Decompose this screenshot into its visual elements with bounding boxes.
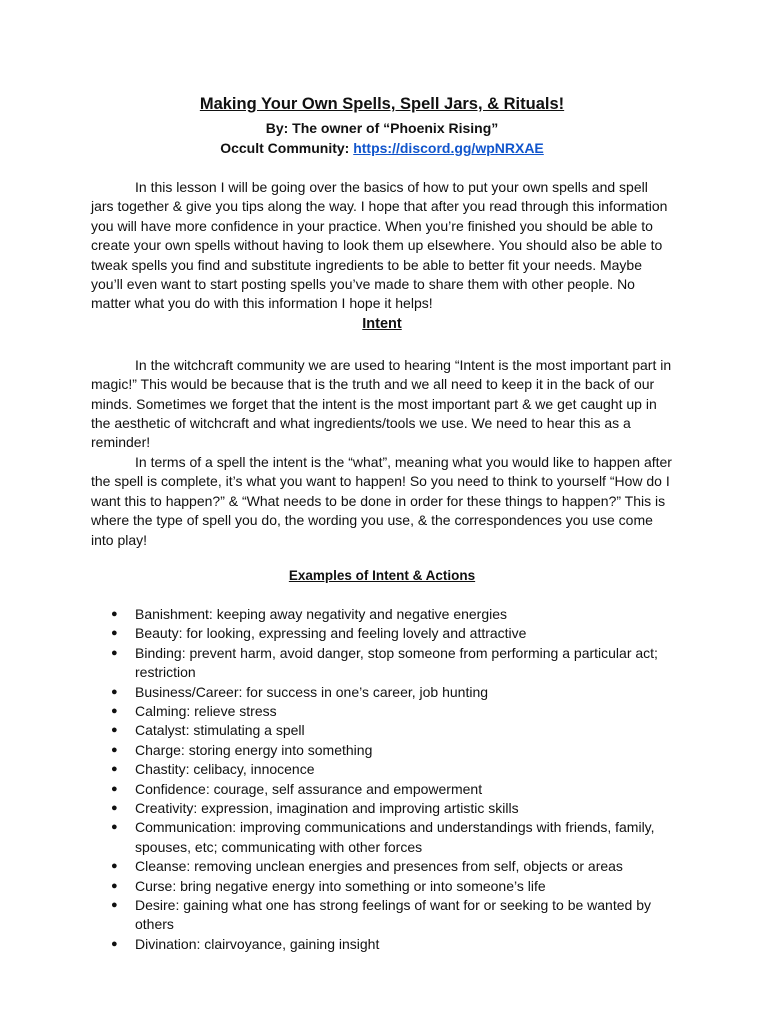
community-line	[91, 138, 673, 158]
list-item	[91, 877, 673, 896]
intro-paragraph: In this lesson I will be going over the basics of how to put your own spells and spell jars together & give you tips along the way. I hope that after you read through this information you will have more confidence in your practice. When you’re finished you should be able to create your own spells without having to look them up elsewhere. You should also be able to tweak spells you find and substitute ingredients to be able to better fit your needs. Maybe you’ll even want to start posting spells you’ve made to share them with other people. No matter what you do with this information I hope it helps!	[91, 179, 668, 312]
bullet-icon: ●	[111, 685, 118, 698]
bullet-icon: ●	[111, 724, 118, 737]
community-label: Occult Community:	[220, 140, 354, 156]
bullet-icon: ●	[111, 743, 118, 756]
intent-paragraph-2: In terms of a spell the intent is the “what”, meaning what you would like to happen after the spell is complete, it’s what you want to happen! So you need to think to yourself “How do I want this to happen?” & “What needs to be done in order for these things to happen?” This is where the type of spell you do, the wording you use, & the correspondences you use come into play!	[91, 453, 672, 548]
list-item-text: Cleanse: removing unclean energies and presences from self, objects or areas	[135, 858, 623, 875]
list-item-text: Communication: improving communications and understandings with friends, family, spouses, etc; communicating with other forces	[135, 819, 655, 855]
list-item-text: Calming: relieve stress	[135, 702, 277, 719]
list-item-text: Divination: clairvoyance, gaining insight	[135, 935, 380, 952]
document-page	[91, 94, 673, 954]
list-item	[91, 624, 673, 643]
intent-paragraph-1: In the witchcraft community we are used to hearing “Intent is the most important part in magic!” This would be because that is the truth and we all need to keep it in the back of our minds. Sometimes we forget that the intent is the most important part & we get caught up in the aesthetic of witchcraft and what ingredients/tools we use. We need to hear this as a reminder!	[91, 356, 672, 451]
list-item-text: Catalyst: stimulating a spell	[135, 722, 305, 739]
list-item-text: Beauty: for looking, expressing and feeling lovely and attractive	[135, 625, 527, 642]
bullet-icon: ●	[111, 646, 118, 659]
bullet-icon: ●	[111, 763, 118, 776]
list-item	[91, 780, 673, 799]
list-item-text: Business/Career: for success in one’s career, job hunting	[135, 683, 489, 700]
bullet-icon: ●	[111, 879, 118, 892]
section-heading-intent: Intent	[362, 315, 402, 332]
list-item-text: Charge: storing energy into something	[135, 741, 373, 758]
list-item-text: Chastity: celibacy, innocence	[135, 761, 315, 778]
bullet-icon: ●	[111, 860, 118, 873]
bullet-icon: ●	[111, 704, 118, 717]
document-title: Making Your Own Spells, Spell Jars, & Rituals!	[199, 95, 565, 113]
list-item-text: Curse: bring negative energy into something or into someone’s life	[135, 877, 546, 894]
bullet-icon: ●	[111, 801, 118, 814]
bullet-icon: ●	[111, 937, 118, 950]
bullet-icon: ●	[111, 627, 118, 640]
list-item	[91, 896, 673, 935]
list-item-text: Binding: prevent harm, avoid danger, stop someone from performing a particular act; restriction	[135, 644, 658, 681]
intent-list	[91, 605, 673, 954]
bullet-icon: ●	[111, 899, 118, 911]
list-item	[91, 857, 673, 876]
list-item-text: Creativity: expression, imagination and improving artistic skills	[135, 799, 519, 816]
list-item	[91, 818, 673, 857]
list-item	[91, 760, 673, 779]
list-item-text: Confidence: courage, self assurance and empowerment	[135, 780, 483, 797]
list-item	[91, 721, 673, 740]
bullet-icon: ●	[111, 821, 118, 834]
bullet-icon: ●	[111, 782, 118, 795]
list-item-text: Banishment: keeping away negativity and negative energies	[135, 605, 508, 622]
bullet-icon: ●	[111, 607, 118, 620]
byline: By: The owner of “Phoenix Rising”	[265, 120, 499, 136]
examples-heading: Examples of Intent & Actions	[288, 567, 476, 583]
list-item	[91, 935, 673, 954]
list-item	[91, 683, 673, 702]
list-item	[91, 741, 673, 760]
list-item-text: Desire: gaining what one has strong feelings of want for or seeking to be wanted by others	[135, 897, 651, 933]
list-item	[91, 644, 673, 683]
discord-link[interactable]: https://discord.gg/wpNRXAE	[353, 140, 544, 156]
list-item	[91, 605, 673, 624]
list-item	[91, 702, 673, 721]
list-item	[91, 799, 673, 818]
